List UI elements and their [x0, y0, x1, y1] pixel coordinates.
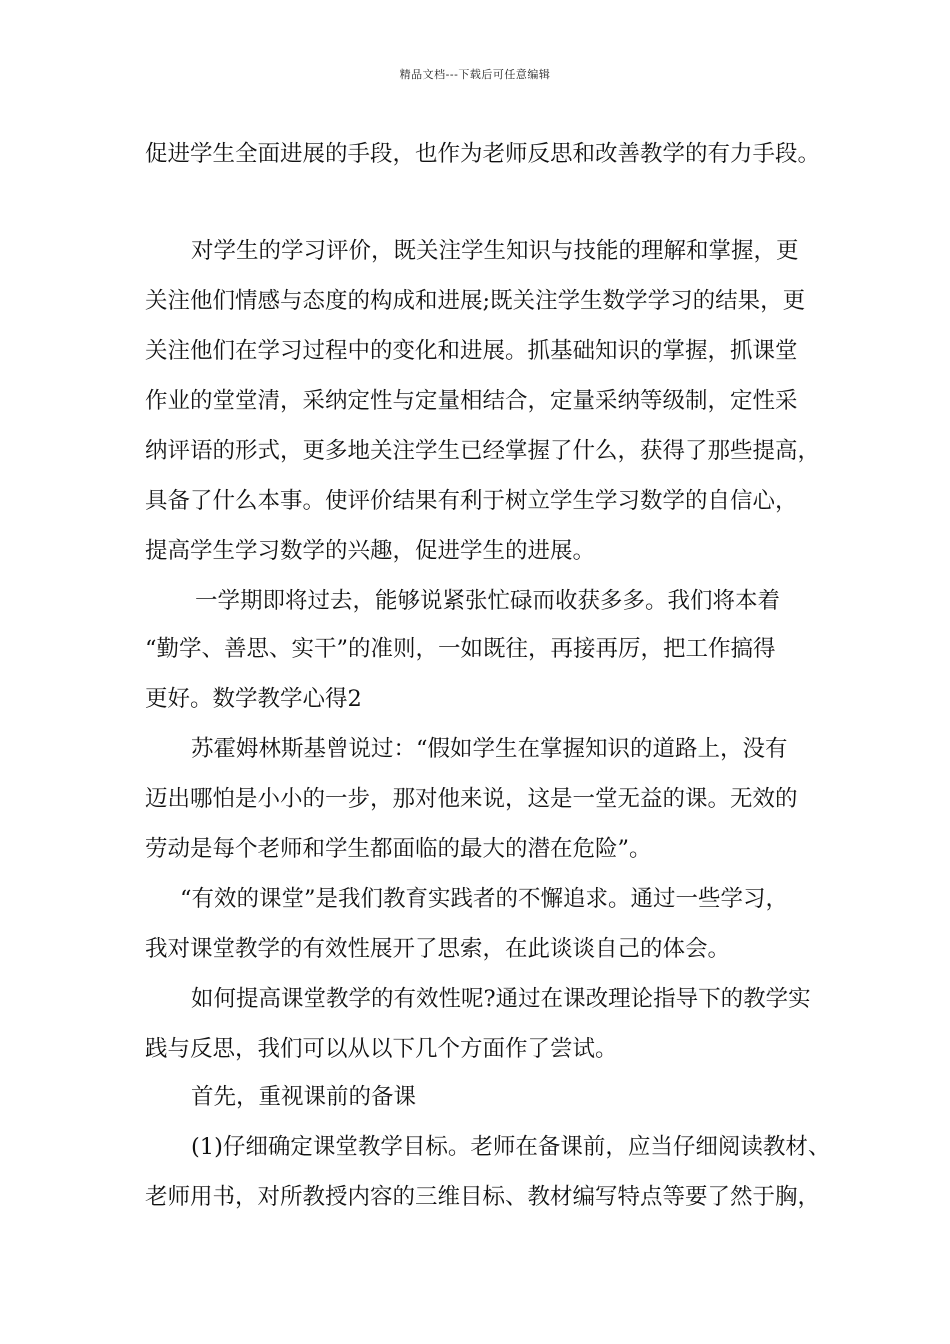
text-line: 更好。数学教学心得2	[145, 686, 362, 712]
text-line: 纳评语的形式，更多地关注学生已经掌握了什么，获得了那些提高，	[145, 438, 821, 464]
text-line: 首先，重视课前的备课	[191, 1084, 417, 1110]
text-line: 对学生的学习评价，既关注学生知识与技能的理解和掌握，更	[191, 238, 799, 264]
text-line: 劳动是每个老师和学生都面临的最大的潜在危险”。	[145, 836, 652, 862]
text-line: 具备了什么本事。使评价结果有利于树立学生学习数学的自信心，	[145, 488, 798, 514]
text-line: 苏霍姆林斯基曾说过：“假如学生在掌握知识的道路上，没有	[191, 736, 788, 762]
text-line: “勤学、善思、实干”的准则，一如既往，再接再厉，把工作搞得	[145, 636, 776, 662]
text-line: 关注他们情感与态度的构成和进展;既关注学生数学学习的结果，更	[145, 288, 806, 314]
text-line: 老师用书，对所教授内容的三维目标、教材编写特点等要了然于胸，	[145, 1184, 821, 1210]
text-line: 提高学生学习数学的兴趣，促进学生的进展。	[145, 538, 596, 564]
text-line: 促进学生全面进展的手段，也作为老师反思和改善教学的有力手段。	[145, 141, 821, 167]
text-line: 一学期即将过去，能够说紧张忙碌而收获多多。我们将本着	[195, 588, 781, 614]
text-line: 迈出哪怕是小小的一步，那对他来说，这是一堂无益的课。无效的	[145, 786, 798, 812]
text-line: 关注他们在学习过程中的变化和进展。抓基础知识的掌握，抓课堂	[145, 338, 798, 364]
text-line: 作业的堂堂清，采纳定性与定量相结合，定量采纳等级制，定性采	[145, 388, 798, 414]
text-line: 我对课堂教学的有效性展开了思索，在此谈谈自己的体会。	[145, 936, 731, 962]
text-line: 践与反思，我们可以从以下几个方面作了尝试。	[145, 1036, 618, 1062]
page-header: 精品文档---下载后可任意编辑	[399, 68, 551, 81]
text-line: 如何提高课堂教学的有效性呢?通过在课改理论指导下的教学实	[191, 986, 811, 1012]
text-line: (1)仔细确定课堂教学目标。老师在备课前，应当仔细阅读教材、	[191, 1134, 831, 1160]
text-line: “有效的课堂”是我们教育实践者的不懈追求。通过一些学习，	[180, 886, 789, 912]
